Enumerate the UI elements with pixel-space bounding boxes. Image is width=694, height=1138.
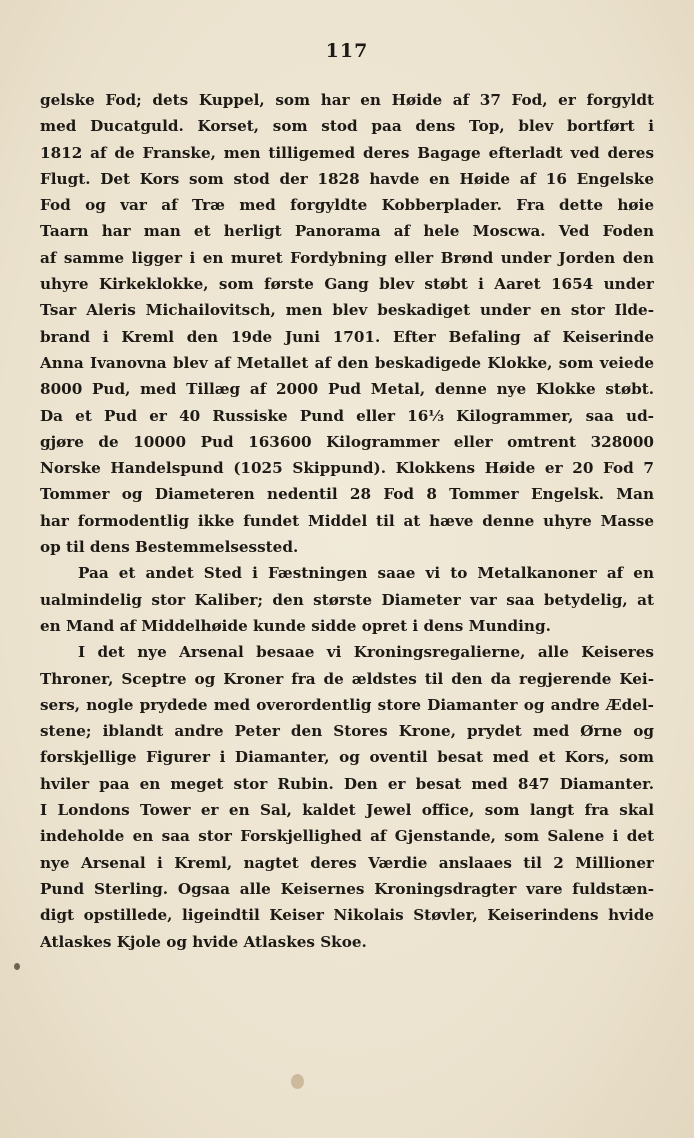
text-line: digt opstillede, ligeindtil Keiser Nikolais Støvler, Keiserindens hvide bbox=[40, 906, 654, 925]
text-line: ualmindelig stor Kaliber; den største Diameter var saa betydelig, at bbox=[40, 590, 654, 609]
text-line: sers, nogle prydede med overordentlig store Diamanter og andre Ædel- bbox=[40, 695, 654, 714]
text-line: Pund Sterling. Ogsaa alle Keisernes Kroningsdragter vare fuldstæn- bbox=[40, 879, 654, 898]
text-line: Atlaskes Kjole og hvide Atlaskes Skoe. bbox=[40, 932, 367, 951]
text-line: Fod og var af Træ med forgyldte Kobberplader. Fra dette høie bbox=[40, 196, 654, 215]
text-line: I det nye Arsenal besaae vi Kroningsregalierne, alle Keiseres bbox=[78, 643, 654, 662]
text-line: med Ducatguld. Korset, som stod paa dens Top, blev bortført i bbox=[40, 117, 654, 136]
text-line: Tommer og Diameteren nedentil 28 Fod 8 Tommer Engelsk. Man bbox=[40, 485, 654, 504]
text-line: indeholde en saa stor Forskjellighed af Gjenstande, som Salene i det bbox=[40, 827, 654, 846]
text-line: 1812 af de Franske, men tilligemed deres Bagage efterladt ved deres bbox=[40, 143, 654, 162]
text-line: Paa et andet Sted i Fæstningen saae vi to Metalkanoner af en bbox=[78, 564, 654, 583]
text-line: Tsar Aleris Michailovitsch, men blev beskadiget under en stor Ilde- bbox=[40, 301, 654, 320]
text-line: uhyre Kirkeklokke, som første Gang blev støbt i Aaret 1654 under bbox=[40, 275, 654, 294]
text-line: gelske Fod; dets Kuppel, som har en Høide af 37 Fod, er forgyldt bbox=[40, 91, 654, 109]
paper-stain bbox=[291, 1074, 304, 1089]
text-line: brand i Kreml den 19de Juni 1701. Efter Befaling af Keiserinde bbox=[40, 327, 654, 346]
text-line: stene; iblandt andre Peter den Stores Krone, prydet med Ørne og bbox=[40, 722, 654, 741]
text-line: Throner, Sceptre og Kroner fra de ældstes til den da regjerende Kei- bbox=[40, 669, 654, 688]
text-line: en Mand af Middelhøide kunde sidde opret i dens Munding. bbox=[40, 616, 551, 635]
text-line: I Londons Tower er en Sal, kaldet Jewel office, som langt fra skal bbox=[40, 801, 654, 820]
text-line: nye Arsenal i Kreml, nagtet deres Værdie anslaaes til 2 Millioner bbox=[40, 853, 654, 872]
text-line: Taarn har man et herligt Panorama af hele Moscwa. Ved Foden bbox=[40, 222, 654, 241]
text-line: op til dens Bestemmelsessted. bbox=[40, 538, 299, 557]
text-line: 8000 Pud, med Tillæg af 2000 Pud Metal, denne nye Klokke støbt. bbox=[40, 380, 654, 399]
paper-stain bbox=[14, 963, 20, 970]
text-line: har formodentlig ikke fundet Middel til at hæve denne uhyre Masse bbox=[40, 511, 654, 530]
text-line: Norske Handelspund (1025 Skippund). Klokkens Høide er 20 Fod 7 bbox=[40, 459, 654, 478]
page-number: 117 bbox=[325, 40, 369, 62]
text-line: Anna Ivanovna blev af Metallet af den beskadigede Klokke, som veiede bbox=[40, 353, 654, 372]
text-line: forskjellige Figurer i Diamanter, og oventil besat med et Kors, som bbox=[40, 748, 654, 767]
text-line: af samme ligger i en muret Fordybning eller Brønd under Jorden den bbox=[40, 248, 654, 267]
text-line: Flugt. Det Kors som stod der 1828 havde en Høide af 16 Engelske bbox=[40, 169, 654, 188]
text-line: Da et Pud er 40 Russiske Pund eller 16⅓ Kilogrammer, saa ud- bbox=[40, 406, 654, 425]
text-line: gjøre de 10000 Pud 163600 Kilogrammer eller omtrent 328000 bbox=[40, 432, 654, 451]
body-text bbox=[40, 87, 654, 955]
text-line: hviler paa en meget stor Rubin. Den er besat med 847 Diamanter. bbox=[40, 774, 654, 793]
